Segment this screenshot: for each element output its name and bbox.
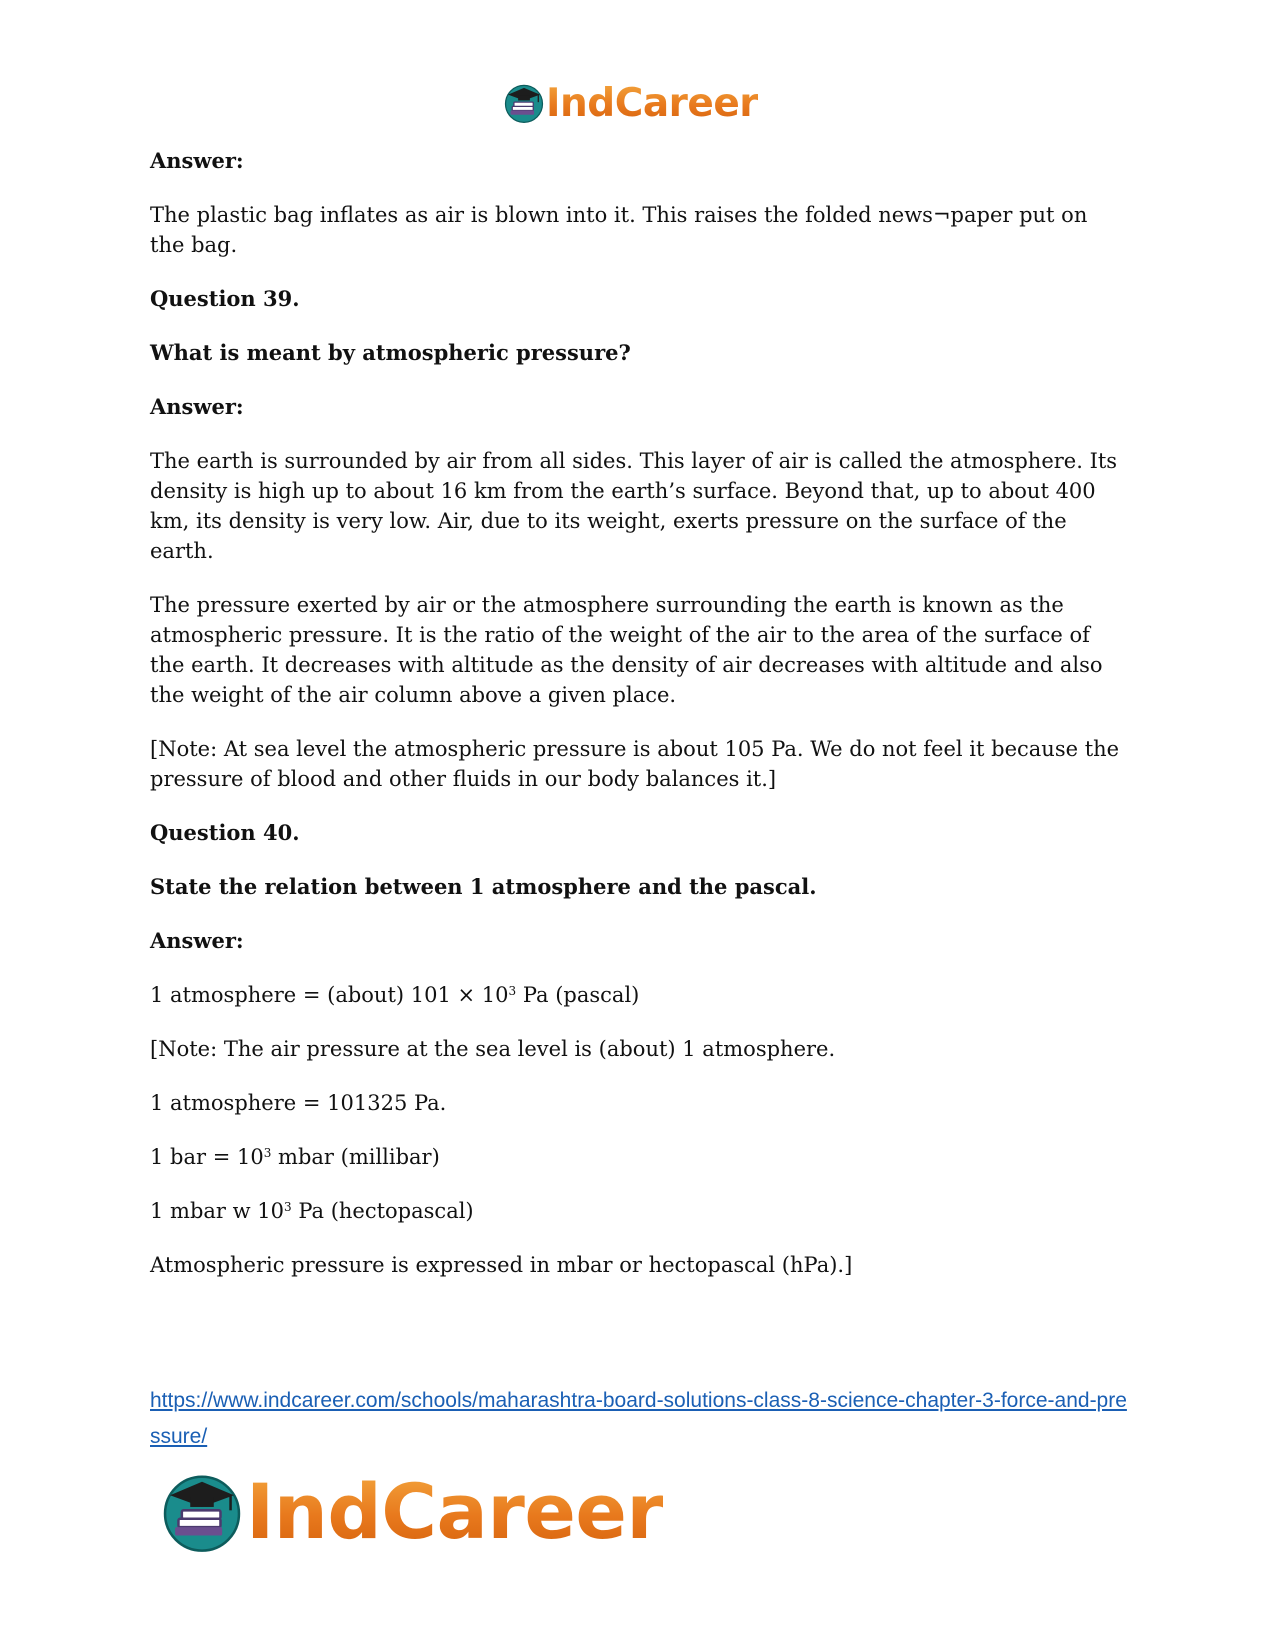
relation-text: Pa (hectopascal)	[291, 1199, 474, 1223]
relation-line	[150, 980, 1125, 1010]
answer-note: [Note: At sea level the atmospheric pressure is about 105 Pa. We do not feel it because the pressure of blood and other fluids in our body balances it.]	[150, 737, 1120, 791]
relation-text: 1 mbar w 10	[150, 1199, 284, 1223]
relation-line	[150, 1196, 1125, 1226]
relation-text: mbar (millibar)	[271, 1145, 440, 1169]
answer-label: Answer:	[150, 148, 244, 173]
note-line: [Note: The air pressure at the sea level is (about) 1 atmosphere.	[150, 1037, 836, 1061]
header-logo	[503, 80, 758, 126]
logo-text: IndCareer	[246, 1467, 664, 1556]
logo-text: IndCareer	[546, 80, 758, 126]
question-number: Question 39.	[150, 286, 300, 311]
answer-paragraph: The earth is surrounded by air from all sides. This layer of air is called the atmosphere. Its density is high up to about 16 km from the earth’s surface. Beyond that, up to about 400 km, its density is very low. Air, due to its weight, exerts pressure on the surface of the earth.	[150, 449, 1118, 563]
relation-line: 1 atmosphere = 101325 Pa.	[150, 1091, 447, 1115]
graduation-cap-books-icon	[160, 1470, 244, 1554]
footer-logo	[160, 1468, 663, 1556]
relation-text: 1 bar = 10	[150, 1145, 264, 1169]
superscript: 3	[508, 984, 517, 998]
answer-label: Answer:	[150, 394, 244, 419]
relation-text: 1 atmosphere = (about) 101 × 10	[150, 983, 509, 1007]
relation-line	[150, 1142, 1125, 1172]
question-number: Question 40.	[150, 820, 300, 845]
source-url-link[interactable]: https://www.indcareer.com/schools/maharashtra-board-solutions-class-8-science-chapter-3-force-and-pressure/	[150, 1389, 1127, 1448]
document-body	[150, 146, 1125, 1304]
graduation-cap-books-icon	[503, 82, 545, 124]
superscript: 3	[284, 1200, 292, 1214]
answer-label: Answer:	[150, 928, 244, 953]
superscript: 3	[263, 1146, 272, 1160]
closing-line: Atmospheric pressure is expressed in mbar or hectopascal (hPa).]	[150, 1253, 853, 1277]
answer-paragraph: The pressure exerted by air or the atmosphere surrounding the earth is known as the atmospheric pressure. It is the ratio of the weight of the air to the area of the surface of the earth. It decreases with altitude as the density of air decreases with altitude and also the weight of the air column above a given place.	[150, 593, 1103, 707]
question-text: What is meant by atmospheric pressure?	[150, 340, 631, 365]
relation-text: Pa (pascal)	[516, 983, 640, 1007]
answer-text: The plastic bag inflates as air is blown into it. This raises the folded news¬paper put on the bag.	[150, 203, 1088, 257]
question-text: State the relation between 1 atmosphere and the pascal.	[150, 874, 817, 899]
